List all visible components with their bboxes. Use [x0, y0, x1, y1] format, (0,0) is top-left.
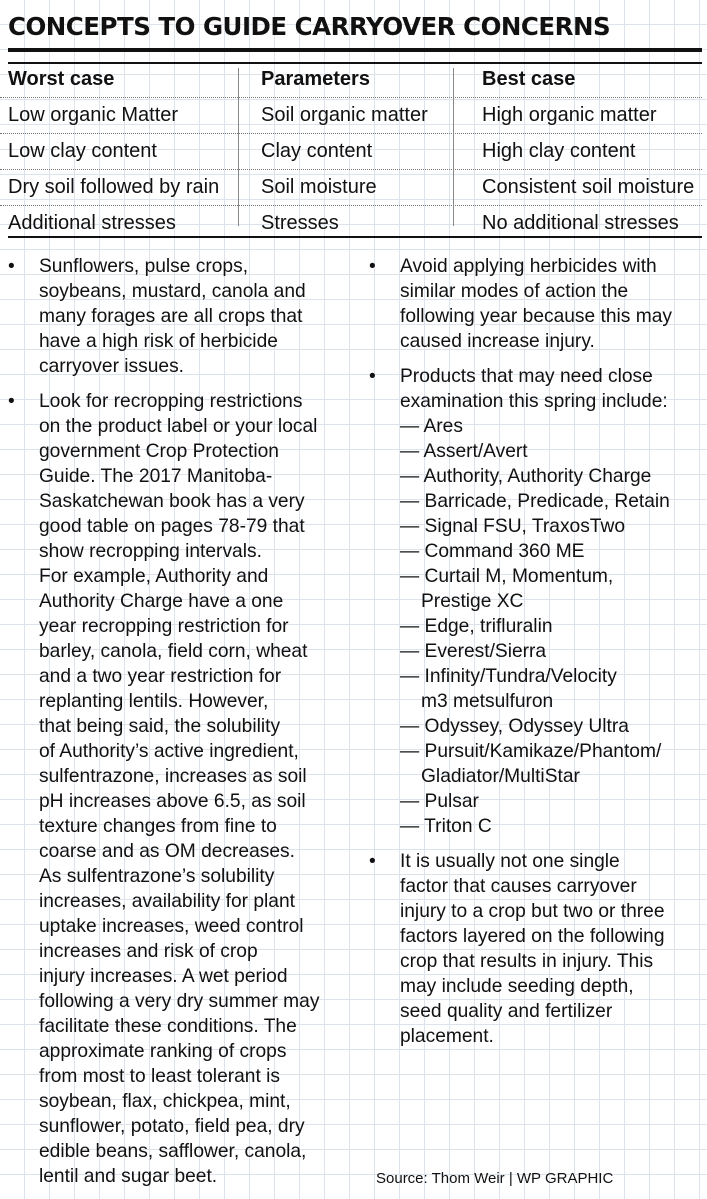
table-cell: High clay content	[482, 140, 636, 162]
product-item: — Signal FSU, TraxosTwo	[400, 516, 625, 537]
list-item	[369, 364, 703, 839]
bullet-icon: •	[369, 851, 376, 872]
product-item: — Triton C	[400, 816, 492, 837]
header-parameters: Parameters	[261, 68, 370, 90]
product-item: — Pursuit/Kamikaze/Phantom/	[400, 741, 662, 762]
column-divider	[453, 68, 454, 226]
table-cell: Dry soil followed by rain	[8, 176, 220, 198]
bullet-icon: •	[369, 366, 376, 387]
bullet-text: It is usually not one single factor that causes carryover injury to a crop but two or three factors layered on the following crop that results in injury. This may include seeding depth, seed quality and fertilizer placement.	[400, 851, 665, 1047]
bullet-text: Avoid applying herbicides with similar modes of action the following year because this may caused increase injury.	[400, 256, 672, 352]
table-header-row	[0, 62, 702, 98]
list-item	[8, 389, 348, 1189]
list-item	[369, 849, 703, 1049]
table-cell: Stresses	[261, 212, 339, 234]
table-cell: Low clay content	[8, 140, 157, 162]
product-list	[400, 414, 703, 839]
header-worst-case: Worst case	[8, 68, 115, 90]
product-item: — Curtail M, Momentum,	[400, 566, 614, 587]
table-cell: No additional stresses	[482, 212, 679, 234]
table-row	[0, 98, 702, 134]
bullet-icon: •	[8, 391, 15, 412]
bullet-icon: •	[369, 256, 376, 277]
table-row	[0, 170, 702, 206]
left-column	[8, 254, 348, 1199]
product-item: — Assert/Avert	[400, 441, 528, 462]
table-cell: Clay content	[261, 140, 373, 162]
bullet-text: Look for recropping restrictions on the product label or your local government Crop Protection Guide. The 2017 Manitoba- Saskatchewan book has a very good table on pages 78-79 that show recropping intervals. For example, Authority and Authority Charge have a one year recropping restriction for barley, canola, field corn, wheat and a two year restriction for replanting lentils. However, that being said, the solubility of Authority’s active ingredient, sulfentrazone, increases as soil pH increases above 6.5, as soil texture changes from fine to coarse and as OM decreases. As sulfentrazone’s solubility increases, availability for plant uptake increases, weed control increases and risk of crop injury increases. A wet period following a very dry summer may facilitate these conditions. The approximate ranking of crops from most to least tolerant is soybean, flax, chickpea, mint, sunflower, potato, field pea, dry edible beans, safflower, canola, lentil and sugar beet.	[39, 391, 320, 1187]
product-item: — Authority, Authority Charge	[400, 466, 652, 487]
product-item: Gladiator/MultiStar	[421, 766, 580, 787]
list-item	[369, 254, 703, 354]
title-rule	[8, 48, 702, 52]
table-cell: High organic matter	[482, 104, 657, 126]
table-cell: Soil organic matter	[261, 104, 428, 126]
table-cell: Additional stresses	[8, 212, 176, 234]
bullet-icon: •	[8, 256, 15, 277]
list-item	[8, 254, 348, 379]
table-cell: Low organic Matter	[8, 104, 179, 126]
bullet-text: Products that may need close examination this spring include:	[400, 366, 668, 412]
product-item: — Infinity/Tundra/Velocity	[400, 666, 617, 687]
product-item: — Everest/Sierra	[400, 641, 547, 662]
table-cell: Consistent soil moisture	[482, 176, 695, 198]
product-item: — Ares	[400, 416, 463, 437]
right-column	[369, 254, 703, 1059]
header-best-case: Best case	[482, 68, 576, 90]
product-item: — Barricade, Predicade, Retain	[400, 491, 670, 512]
product-item: — Pulsar	[400, 791, 479, 812]
product-item: — Edge, trifluralin	[400, 616, 553, 637]
table-bottom-rule	[8, 236, 702, 238]
product-item: — Odyssey, Odyssey Ultra	[400, 716, 629, 737]
source-credit: Source: Thom Weir | WP GRAPHIC	[376, 1170, 614, 1187]
product-item: m3 metsulfuron	[421, 691, 554, 712]
bullet-text: Sunflowers, pulse crops, soybeans, mustard, canola and many forages are all crops that have a high risk of herbicide carryover issues.	[39, 256, 306, 377]
graphic-title: CONCEPTS TO GUIDE CARRYOVER CONCERNS	[8, 12, 611, 41]
product-item: Prestige XC	[421, 591, 524, 612]
carryover-table	[0, 62, 702, 241]
product-item: — Command 360 ME	[400, 541, 585, 562]
column-divider	[238, 68, 239, 226]
table-row	[0, 134, 702, 170]
table-cell: Soil moisture	[261, 176, 377, 198]
